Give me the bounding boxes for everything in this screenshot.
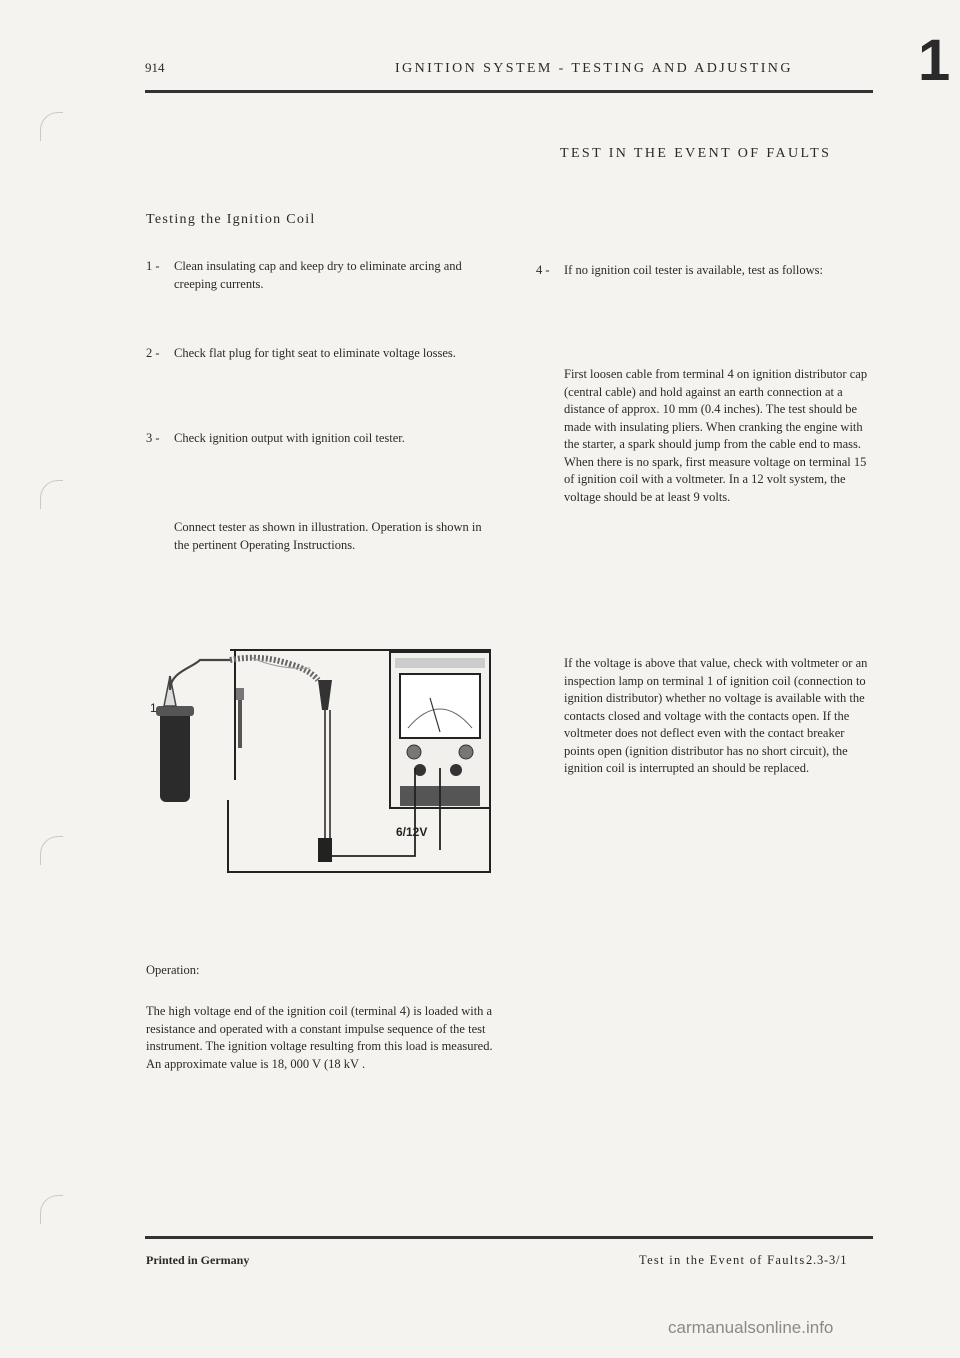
ignition-coil-cap [156,706,194,716]
step-3 [146,430,506,448]
step-number: 4 - [536,263,550,277]
high-tension-lead [170,660,230,690]
step-number: 1 - [146,259,160,273]
voltage-label: 6/12V [396,825,428,839]
page-header-title: IGNITION SYSTEM - TESTING AND ADJUSTING [395,61,793,76]
coil-tester-illustration [140,640,510,885]
page-code: 2.3-3/1 [806,1253,848,1267]
step-text: If no ignition coil tester is available, test as follows: [564,263,823,277]
step-text: Check flat plug for tight seat to eliminate voltage losses. [174,346,456,360]
figure-callout: 1 [150,701,157,715]
tester-lead [332,850,415,856]
operation-text: The high voltage end of the ignition coil (terminal 4) is loaded with a resistance and operated with a constant impulse sequence of the test instrument. The ignition voltage resulting from this load is measured. An approximate value is 18, 000 V (18 kV . [146,1004,493,1071]
binder-hole-mark [40,1195,63,1224]
tester-knob [407,745,421,759]
coiled-cable [230,658,318,680]
subsection-title: Testing the Ignition Coil [146,212,316,227]
footer-rule [145,1236,873,1239]
lead-plug [318,838,332,862]
step-number: 2 - [146,346,160,360]
tester-knob [459,745,473,759]
binder-hole-mark [40,112,63,141]
printed-in: Printed in Germany [146,1253,250,1267]
header-rule [145,90,873,93]
fault-test-paragraph-2: If the voltage is above that value, check with voltmeter or an inspection lamp on terminal 1 of ignition coil (connection to ignition distributor) whether no voltage is available with the contacts closed and voltage with the contacts open. If the voltmeter does not deflect even with the contact breaker points open (ignition distributor has no short circuit), the ignition coil is interrupted an should be replaced. [564,656,868,775]
step-text: Clean insulating cap and keep dry to eliminate arcing and creeping currents. [174,259,462,291]
tester-label-strip [395,658,485,668]
test-probe [236,688,244,700]
step-number: 3 - [146,431,160,445]
binder-hole-mark [40,480,63,509]
footer-section-name: Test in the Event of Faults [639,1253,806,1267]
ignition-coil [160,710,190,802]
binder-hole-mark [40,836,63,865]
section-number: 1 [918,28,951,93]
step-4 [536,262,866,280]
operation-heading: Operation: [146,963,200,977]
section-title: TEST IN THE EVENT OF FAULTS [560,146,832,161]
step-1 [146,258,496,293]
test-clip [318,680,332,710]
connect-instructions: Connect tester as shown in illustration. Operation is shown in the pertinent Operating Instructions. [174,520,482,552]
step-2 [146,345,476,363]
fault-test-paragraph: First loosen cable from terminal 4 on ignition distributor cap (central cable) and hold against an earth connection at a distance of approx. 10 mm (0.4 inches). The test should be made with insulating pliers. When cranking the engine with the starter, a spark should jump from the cable end to mass. When there is no spark, first measure voltage on terminal 15 of ignition coil with a voltmeter. In a 12 volt system, the voltage should be at least 9 volts. [564,367,868,504]
tester-meter [400,674,480,738]
model-number: 914 [145,60,165,75]
tester-socket [450,764,462,776]
step-text: Check ignition output with ignition coil tester. [174,431,405,445]
watermark: carmanualsonline.info [668,1318,834,1337]
